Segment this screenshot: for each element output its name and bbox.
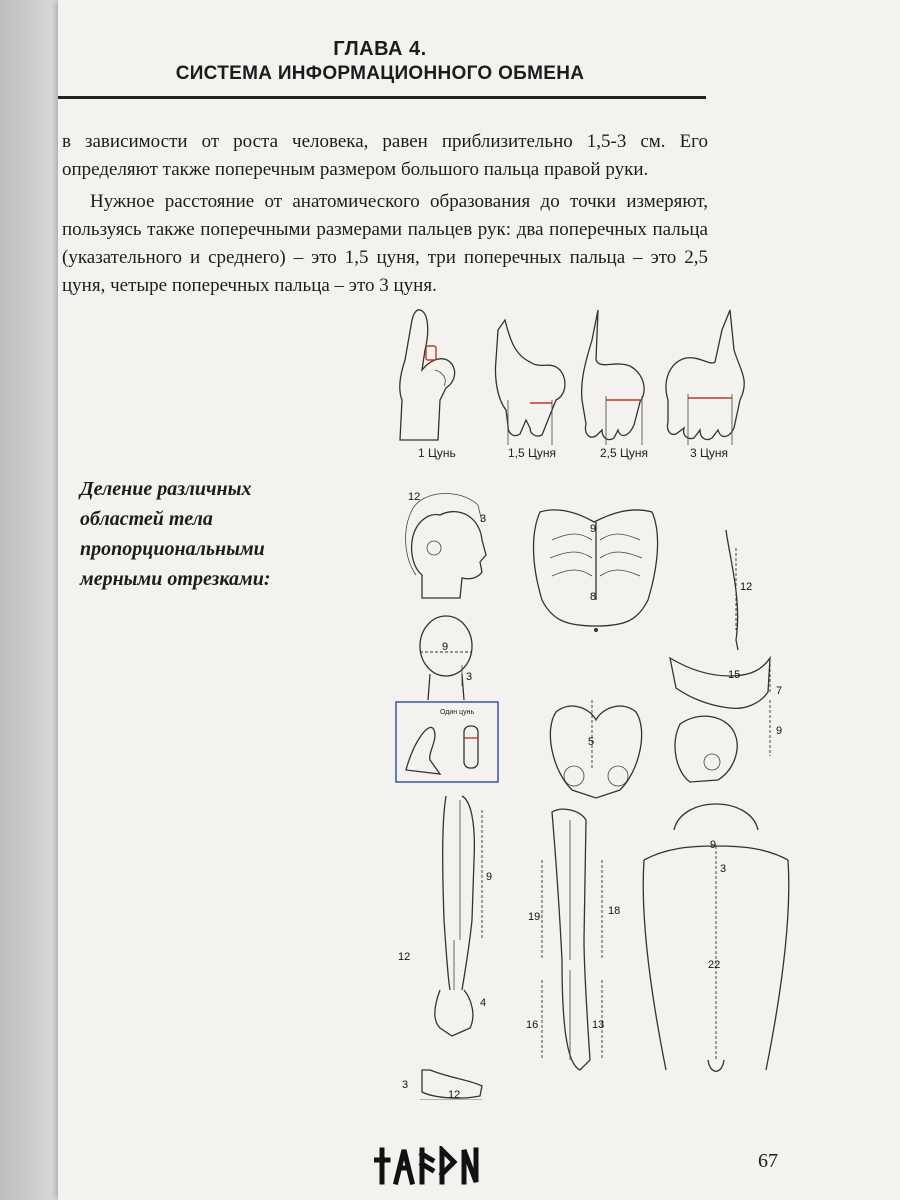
measure-label: 15 <box>728 669 741 681</box>
head-profile <box>406 494 486 598</box>
hand-label: 3 Цуня <box>690 446 729 460</box>
chapter-title: СИСТЕМА ИНФОРМАЦИОННОГО ОБМЕНА <box>175 63 585 84</box>
arm-skeleton <box>435 796 482 1036</box>
chapter-header <box>60 38 700 85</box>
hand-one-cun <box>400 310 455 440</box>
measure-label: 5 <box>588 736 595 748</box>
side-body <box>726 530 738 650</box>
hand-two-half-cun <box>582 310 644 445</box>
measure-label: 9 <box>486 871 493 883</box>
chapter-number: ГЛАВА 4. <box>333 38 427 60</box>
measure-label: 16 <box>526 1019 539 1031</box>
measure-label: 12 <box>740 581 753 593</box>
pelvis-side <box>675 716 737 782</box>
measure-label: 19 <box>528 911 541 923</box>
pelvis-front <box>550 700 641 798</box>
measure-label: 18 <box>608 905 621 917</box>
measure-label: 22 <box>708 959 721 971</box>
measure-label: 9 <box>590 523 597 535</box>
head-back <box>420 616 472 700</box>
hand-label: 1,5 Цуня <box>508 446 557 460</box>
measure-label: 4 <box>480 997 487 1009</box>
measure-label: 12 <box>408 491 421 503</box>
measure-label: 12 <box>448 1089 461 1100</box>
measure-label: 3 <box>480 513 487 525</box>
page-number: 67 <box>758 1150 778 1172</box>
measure-label: 8 <box>590 591 597 603</box>
figure-caption: Деление различных областей тела пропорциональными мерными отрезками: <box>80 478 271 590</box>
hand-one-half-cun <box>495 320 564 445</box>
measure-label: 9 <box>710 839 717 851</box>
measure-label: 13 <box>592 1019 605 1031</box>
measure-label: 9 <box>442 641 449 653</box>
inset-label: Один цунь <box>440 709 475 716</box>
anatomy-illustration <box>330 300 790 1100</box>
measure-label: 7 <box>776 685 783 697</box>
header-divider <box>58 96 706 99</box>
paragraph: в зависимости от роста человека, равен приблизительно 1,5-3 см. Его определяют также поперечным размером большого пальца правой руки. <box>62 131 708 180</box>
hand-three-cun <box>666 310 744 445</box>
measure-label: 9 <box>776 725 783 737</box>
measure-label: 3 <box>466 671 473 683</box>
hand-label: 1 Цунь <box>418 446 456 460</box>
publisher-logo <box>374 1146 486 1186</box>
measure-label: 3 <box>402 1079 409 1091</box>
anatomy-figure <box>330 300 790 1100</box>
hand-label: 2,5 Цуня <box>600 446 649 460</box>
paragraph: Нужное расстояние от анатомического образования до точки измеряют, пользуясь также поперечными размерами пальцев рук: два поперечных пальца (указательного и среднего) – это 1,5 цуня, три поперечных пальца – это 2,5 цуня, четыре поперечных пальца – это 3 цуня. <box>62 191 708 296</box>
measure-label: 3 <box>720 863 727 875</box>
measure-label: 12 <box>398 951 411 963</box>
abdomen <box>670 658 770 756</box>
body-text <box>62 128 708 300</box>
